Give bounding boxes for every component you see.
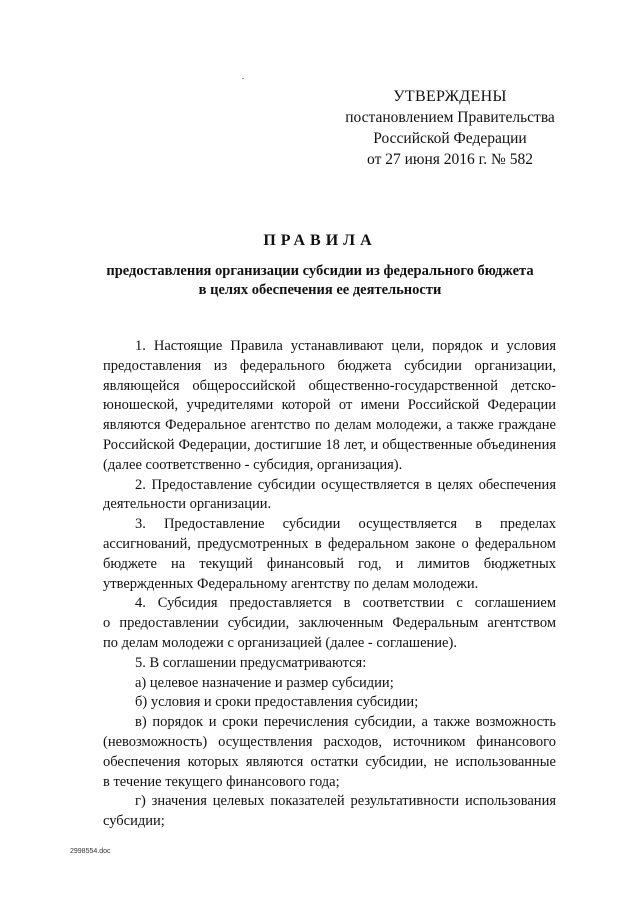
body-line: 5. В соглашении предусматриваются: [135,654,367,671]
body-line: утвержденных Федеральному агентству по делам молодежи. [103,575,479,592]
document-title: ПРАВИЛА [263,232,377,249]
body-line: (далее соответственно - субсидия, организация). [103,456,403,473]
body-line: бюджете на текущий финансовый год, и лимитов бюджетных [103,555,556,572]
scan-speck [242,78,244,79]
body-line: 3. Предоставление субсидии осуществляется в пределах [135,516,556,533]
body-line: 2. Предоставление субсидии осуществляется в целях обеспечения [135,476,556,493]
body-line: 4. Субсидия предоставляется в соответствии с соглашением [135,595,556,612]
body-text [103,337,556,832]
body-line: в) порядок и сроки перечисления субсидии, а также возможность [135,714,556,731]
approval-line-1: постановлением Правительства [345,109,555,126]
body-line: (невозможность) осуществления расходов, источником финансового [103,733,556,750]
body-line: по делам молодежи с организацией (далее - соглашение). [103,634,457,651]
body-line: являющейся общероссийской общественно-государственной детско- [103,377,556,394]
body-line: в течение текущего финансового года; [103,773,340,790]
body-line: обеспечения которых являются остатки субсидии, не использованные [103,753,556,770]
body-line: о предоставлении субсидии, заключенным Федеральным агентством [103,615,556,632]
approval-heading: УТВЕРЖДЕНЫ [393,88,507,105]
body-line: а) целевое назначение и размер субсидии; [135,674,394,691]
body-line: г) значения целевых показателей результативности использования [135,793,556,810]
approval-line-2: Российской Федерации [373,130,527,147]
approval-line-3: от 27 июня 2016 г. № 582 [367,151,533,168]
file-reference: 2998554.doc [70,848,111,855]
body-line: 1. Настоящие Правила устанавливают цели, порядок и условия [135,338,556,354]
body-line: предоставления из федерального бюджета субсидии организации, [103,357,556,374]
body-line: деятельности организации. [103,496,272,513]
document-subtitle [60,262,580,300]
subtitle-line-1: предоставления организации субсидии из федерального бюджета [106,263,534,279]
body-line: б) условия и сроки предоставления субсидии; [135,694,419,711]
body-line: являются Федеральное агентство по делам молодежи, а также граждане [103,417,556,434]
body-line: Российской Федерации, достигшие 18 лет, и общественные объединения [103,436,556,453]
approval-block [330,86,570,170]
body-line: субсидии; [103,813,165,830]
body-line: юношеской, учредителями которой от имени Российской Федерации [103,397,556,414]
subtitle-line-2: в целях обеспечения ее деятельности [198,282,442,298]
body-line: ассигнований, предусмотренных в федеральном законе о федеральном [103,535,556,552]
